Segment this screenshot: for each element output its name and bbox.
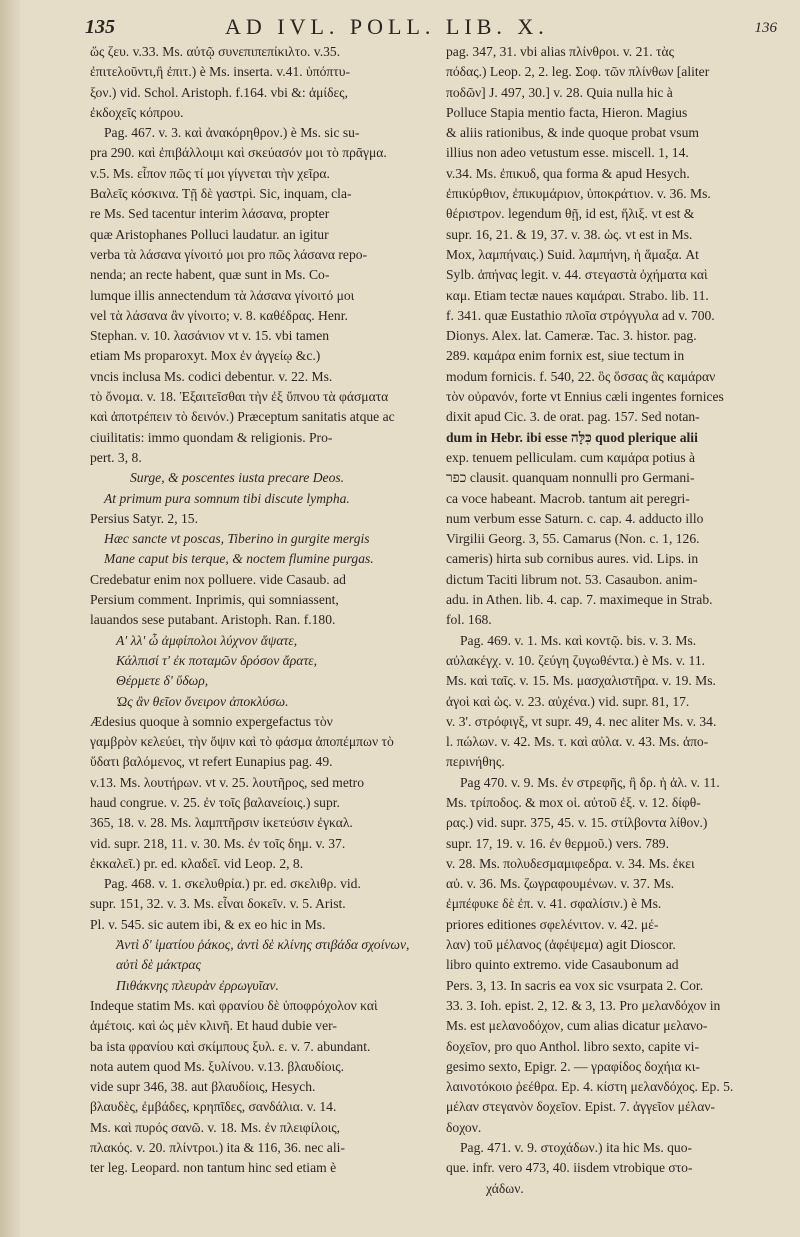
text-line: nenda; an recte habent, quæ sunt in Ms. Co-: [90, 267, 330, 283]
running-title: AD IVL. POLL. LIB. X.: [225, 14, 549, 39]
text-line: dixit apud Cic. 3. de orat. pag. 157. Sed notan-: [446, 409, 700, 425]
text-line: πλακός. v. 20. πλίντροι.) ita & 116, 36. nec ali-: [90, 1140, 345, 1156]
text-line: τὸ ὄνομα. v. 18. Ἐξαιτεῖσθαι τὴν ἐξ ὕπνου τὰ φάσματα: [90, 389, 389, 405]
text-line: ἐπικύρθιον, ἐπικυμάριον, ὑποκράτιον. v. 36. Ms.: [446, 186, 711, 202]
text-line: nota autem quod Ms. ξυλίνου. v.13. βλαυδίοις.: [90, 1058, 345, 1074]
text-line: cameris) hirta sub cornibus aures. vid. Lips. in: [446, 551, 699, 567]
text-line: vel τὰ λάσανα ἂν γίνοιτο; v. 8. καθέδρας. Henr.: [90, 307, 348, 323]
text-line: καμ. Etiam tectæ naues καμάραι. Strabo. lib. 11.: [446, 287, 709, 303]
text-line: Ὡς ἂν θεῖον ὄνειρον ἀποκλύσω.: [116, 693, 289, 709]
text-line: Persium comment. Inprimis, qui somniassent,: [90, 592, 339, 608]
text-line: ἐκκαλεῖ.) pr. ed. κλαδεῖ. vid Leop. 2, 8.: [90, 855, 304, 871]
text-line: αὐ. v. 36. Ms. ζωγραφουμένων. v. 37. Ms.: [446, 876, 675, 892]
text-line: Pag. 467. v. 3. καὶ ἀνακόρηθρον.) è Ms. sic su-: [104, 125, 360, 141]
text-line: λαινοτόκοιο ῥεέθρα. Ep. 4. κίστη μελανδόχος. Ep. 5.: [446, 1079, 734, 1095]
text-line: Indeque statim Ms. καὶ φρανίου δὲ ὑποφρόχολον καὶ: [90, 997, 378, 1013]
text-line: v.13. Ms. λουτήρων. vt v. 25. λουτῆρος, sed metro: [90, 774, 364, 790]
text-line: v.34. Ms. ἐπικυδ, qua forma & apud Hesych.: [446, 165, 690, 181]
text-line: Ædesius quoque à somnio expergefactus τὸν: [90, 713, 333, 729]
text-line: que. infr. vero 473, 40. iisdem vtrobique στο-: [446, 1160, 693, 1176]
text-line: ἐπιτελοῦντι,ἢ ἐπιτ.) è Ms. inserta. v.41. ὑπόπτυ-: [90, 64, 351, 80]
text-line: l. πώλων. v. 42. Ms. τ. καὶ αὐλα. v. 43. Ms. ἀπο-: [446, 734, 709, 750]
text-line: Virgilii Georg. 3, 55. Camarus (Non. c. 1, 126.: [446, 531, 700, 547]
page-number-right: 136: [754, 20, 777, 36]
text-line: Dionys. Alex. lat. Cameræ. Tac. 3. histor. pag.: [446, 328, 697, 344]
text-line: vide supr 346, 38. aut βλαυδίοις, Hesych.: [90, 1079, 316, 1095]
text-line: pert. 3, 8.: [90, 449, 142, 465]
text-line: modum fornicis. f. 540, 22. ὃς ὅσσας ἃς καμάραν: [446, 368, 716, 384]
text-line: lumque illis annectendum τὰ λάσανα γίνοιτό μοι: [90, 287, 355, 303]
text-line: Πιθάκνης πλευρὰν ἐρρωγυῖαν.: [116, 977, 279, 993]
text-line: supr. 17, 19. v. 16. ἐν θερμοῦ.) vers. 789.: [446, 835, 669, 851]
text-line: dum in Hebr. ibi esse כִּלָּה quod plerique alii: [446, 429, 698, 445]
text-line: ὥς ζευ. v.33. Ms. αὐτῷ συνεπιπεπίκιλτο. v.35.: [90, 44, 341, 59]
text-line: etiam Ms proparoxyt. Mox ἐν ἀγγείῳ &c.): [90, 348, 321, 364]
text-line: καὶ ἀποτρέπειν τὸ δεινόν.) Præceptum sanitatis atque ac: [90, 409, 395, 425]
text-line: haud congrue. v. 25. ἐν τοῖς βαλανείοις.) supr.: [90, 794, 340, 810]
text-line: ἀγοὶ καὶ ὡς. v. 23. αὐχένα.) vid. supr. 81, 17.: [446, 693, 690, 709]
text-line: num verbum esse Saturn. c. cap. 4. adducto illo: [446, 510, 704, 526]
text-line: Persius Satyr. 2, 15.: [90, 510, 198, 526]
text-line: Mane caput bis terque, & noctem flumine purgas.: [104, 551, 374, 567]
text-line: exp. tenuem pelliculam. cum καμάρα potius à: [446, 449, 696, 465]
text-line: & aliis rationibus, & inde quoque probat vsum: [446, 125, 699, 141]
text-line: θέριστρον. legendum θῇ, id est, ἥλιξ. vt est &: [446, 206, 695, 222]
text-line: 365, 18. v. 28. Ms. λαμπτῆρσιν ἱκετεύσιν ἐγκαλ.: [90, 815, 353, 831]
text-line: λαν) τοῦ μέλανος (ἀφέψεμα) agit Dioscor.: [446, 937, 676, 953]
text-line: Pag. 471. v. 9. στοχάδων.) ita hic Ms. quo-: [460, 1140, 693, 1156]
text-line: supr. 151, 32. v. 3. Ms. εἶναι δοκεῖν. v. 5. Arist.: [90, 896, 346, 912]
text-line: τὸν οὐρανόν, forte vt Ennius cæli ingentes fornices: [446, 389, 724, 405]
text-line: αὐτὶ δὲ μάκτρας: [116, 957, 202, 973]
text-line: Θέρμετε δ' ὕδωρ,: [116, 673, 209, 689]
text-line: Surge, & poscentes iusta precare Deos.: [130, 470, 345, 486]
text-line: Ἀντὶ δ' ἱματίου ῥάκος, ἀντὶ δὲ κλίνης στιβάδα σχοίνων,: [116, 937, 410, 953]
text-line: illius non adeo vetustum esse. miscell. 1, 14.: [446, 145, 689, 161]
text-line: ἀμέτοις. καὶ ὡς μὲν κλινῆ. Et haud dubie ver-: [90, 1018, 337, 1034]
text-line: adu. in Athen. lib. 4. cap. 7. maximeque in Strab.: [446, 592, 713, 608]
text-line: priores editiones σφελένιτον. v. 42. μέ-: [446, 916, 659, 932]
text-line: vncis inclusa Ms. codici debentur. v. 22. Ms.: [90, 368, 333, 384]
text-line: כפר clausit. quanquam nonnulli pro Germani-: [446, 470, 695, 486]
text-line: v. 3'. στρόφιγξ, vt supr. 49, 4. nec aliter Ms. v. 34.: [446, 713, 717, 729]
text-line: pra 290. καὶ ἐπιβάλλοιμι καὶ σκεύασόν μοι τὸ πρᾶγμα.: [90, 145, 387, 161]
text-line: Stephan. v. 10. λασάνιον vt v. 15. vbi tamen: [90, 328, 330, 344]
text-line: v. 28. Ms. πολυδεσμαμιφεδρα. v. 34. Ms. ἐκει: [446, 855, 695, 871]
text-line: verba τὰ λάσανα γίνοιτό μοι pro πῶς λάσανα repo-: [90, 246, 368, 262]
text-line: δοχεῖον, pro quo Anthol. libro sexto, capite vi-: [446, 1038, 699, 1054]
text-line: δοχον.: [446, 1119, 482, 1135]
text-line: Pag 470. v. 9. Ms. ἐν στρεφῆς, ἢ δρ. ἡ ἀλ. v. 11.: [460, 774, 720, 790]
text-line: χάδων.: [486, 1180, 524, 1196]
right-column: [446, 42, 784, 1222]
text-line: pag. 347, 31. vbi alias πλίνθροι. v. 21. τὰς: [446, 44, 674, 59]
text-line: ca voce habeant. Macrob. tantum ait peregri-: [446, 490, 690, 506]
text-line: Ms. est μελανοδόχον, cum alias dicatur μελανο-: [446, 1018, 708, 1034]
text-line: f. 341. quæ Eustathio πλοῖα στρόγγυλα ad v. 700.: [446, 307, 715, 323]
text-line: μέλαν στεγανὸν δοχεῖον. Epist. 7. ἀγγεῖον μέλαν-: [446, 1099, 716, 1115]
text-line: ξον.) vid. Schol. Aristoph. f.164. vbi &: ἀμίδες,: [90, 84, 348, 100]
text-line: Α' λλ' ὦ ἀμφίπολοι λύχνον ἅψατε,: [116, 632, 298, 648]
text-line: ter leg. Leopard. non tantum hinc sed etiam è: [90, 1160, 337, 1176]
text-line: Ms. καὶ πυρός σανῶ. v. 18. Ms. ἐν πλειφίλοις,: [90, 1119, 341, 1135]
text-line: Ms. τρίποδος. & mox οἱ. αὐτοῦ ἐξ. v. 12. δίφθ-: [446, 794, 701, 810]
text-line: fol. 168.: [446, 612, 492, 628]
text-line: Κάλπισί τ' ἐκ ποταμῶν δρόσον ἄρατε,: [116, 652, 318, 668]
text-line: περινήθης.: [446, 754, 505, 770]
text-line: lauandos sese putabant. Aristoph. Ran. f.180.: [90, 612, 336, 628]
text-line: Hæc sancte vt poscas, Tiberino in gurgite mergis: [104, 531, 370, 547]
text-line: Pers. 3, 13. In sacris ea vox sic vsurpata 2. Cor.: [446, 977, 704, 993]
page-gutter-shadow: [0, 0, 20, 1237]
text-line: 289. καμάρα enim fornix est, siue tectum in: [446, 348, 685, 364]
text-line: dictum Taciti librum not. 53. Casaubon. anim-: [446, 571, 698, 587]
text-line: gesimo sexto, Epigr. 2. — γραφίδος δοχήια κι-: [446, 1058, 700, 1074]
text-line: ρας.) vid. supr. 375, 45. v. 15. στίλβοντα λίθον.): [446, 815, 708, 831]
text-line: Credebatur enim nox polluere. vide Casaub. ad: [90, 571, 346, 587]
text-line: Pl. v. 545. sic autem ibi, & ex eo hic in Ms.: [90, 916, 326, 932]
text-line: ciuilitatis: immo quondam & religionis. Pro-: [90, 429, 333, 445]
text-line: Βαλεῖς κόσκινα. Τῇ δὲ γαστρὶ. Sic, inquam, cla-: [90, 186, 352, 202]
text-line: Pag. 468. v. 1. σκελυθρία.) pr. ed. σκελιθρ. vid.: [104, 876, 361, 892]
text-line: v.5. Ms. εἶπον πῶς τί μοι γίγνεται τὴν χεῖρα.: [90, 165, 330, 181]
text-line: libro quinto extremo. vide Casaubonum ad: [446, 957, 679, 973]
running-head: [85, 10, 785, 42]
left-column: [90, 42, 428, 1222]
text-line: ba ista φρανίου καὶ σκίμπους ξυλ. ε. v. 7. abundant.: [90, 1038, 371, 1054]
text-line: ποδῶν] J. 497, 30.] v. 28. Quia nulla hic à: [446, 84, 673, 100]
text-line: Sylb. ἀπήνας legit. v. 44. στεγαστὰ ὀχήματα καὶ: [446, 267, 708, 283]
text-line: γαμβρὸν κελεύει, τὴν ὄψιν καὶ τὸ φάσμα ἀποπέμπων τὸ: [90, 734, 394, 750]
text-line: supr. 16, 21. & 19, 37. v. 38. ὡς. vt est in Ms.: [446, 226, 693, 242]
text-line: re Ms. Sed tacentur interim λάσανα, propter: [90, 206, 330, 222]
text-line: vid. supr. 218, 11. v. 30. Ms. ἐν τοῖς δημ. v. 37.: [90, 835, 346, 851]
text-line: ὕδατι βαλόμενος, vt refert Eunapius pag. 49.: [90, 754, 333, 770]
text-line: 33. 3. Ioh. epist. 2, 12. & 3, 13. Pro μελανδόχον in: [446, 997, 721, 1013]
text-line: Mox, λαμπήναις.) Suid. λαμπήνη, ἡ ἅμαξα. At: [446, 246, 699, 262]
text-line: πόδας.) Leop. 2, 2. leg. Σοφ. τῶν πλίνθων [aliter: [446, 64, 710, 80]
text-line: αὐλακέγχ. v. 10. ζεύγη ζυγωθέντα.) è Ms. v. 11.: [446, 652, 706, 668]
text-line: At primum pura somnum tibi discute lympha.: [104, 490, 350, 506]
text-line: Ms. καὶ ταῖς. v. 15. Ms. μασχαλιστῆρα. v. 19. Ms.: [446, 673, 716, 689]
text-line: Pag. 469. v. 1. Ms. καὶ κοντῷ. bis. v. 3. Ms.: [460, 632, 697, 648]
text-line: ἐμπέφυκε δὲ ἐπ. v. 41. σφαλίσιν.) è Ms.: [446, 896, 662, 912]
text-line: βλαυδὲς, ἐμβάδες, κρηπῖδες, σανδάλια. v. 14.: [90, 1099, 337, 1115]
page-number-left: 135: [85, 16, 115, 38]
text-line: Polluce Stapia mentio facta, Hieron. Magius: [446, 104, 688, 120]
text-line: quæ Aristophanes Polluci laudatur. an igitur: [90, 226, 329, 242]
text-line: ἐκδοχεῖς κόπρου.: [90, 104, 184, 120]
